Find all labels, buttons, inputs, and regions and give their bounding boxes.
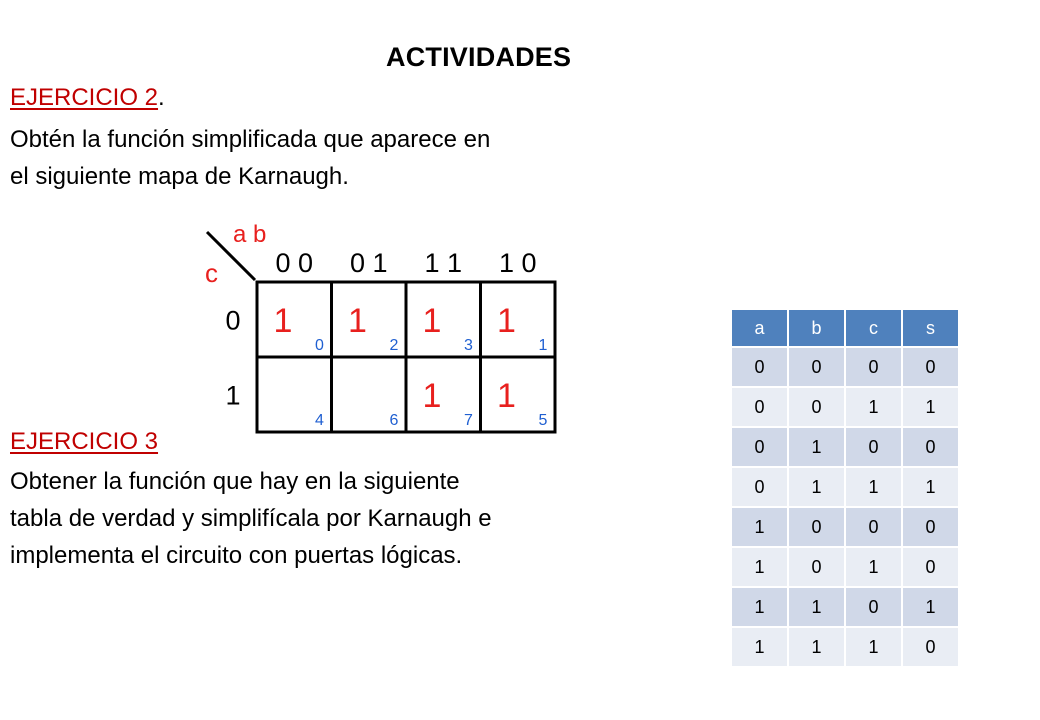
exercise2-line2: el siguiente mapa de Karnaugh.	[10, 163, 349, 190]
kmap-cell-index: 3	[464, 337, 473, 354]
truth-table-cell: 0	[902, 427, 959, 467]
truth-table-cell: 0	[788, 387, 845, 427]
truth-table-header-cell: s	[902, 309, 959, 347]
truth-table-cell: 0	[731, 347, 788, 387]
exercise2-text	[10, 121, 490, 195]
exercise2-line1: Obtén la función simplificada que aparece en	[10, 126, 491, 153]
kmap-cell-index: 4	[315, 412, 324, 429]
truth-table-cell: 1	[902, 387, 959, 427]
exercise3-line3: implementa el circuito con puertas lógicas.	[10, 542, 463, 569]
truth-table-row	[731, 427, 959, 467]
truth-table-cell: 1	[902, 587, 959, 627]
truth-table-cell: 1	[731, 507, 788, 547]
kmap-cell-value: 1	[348, 302, 367, 340]
kmap-cell-index: 7	[464, 412, 473, 429]
truth-table-cell: 1	[731, 587, 788, 627]
truth-table-cell: 1	[788, 587, 845, 627]
kmap-cell-index: 2	[389, 337, 399, 354]
truth-table-cell: 0	[845, 427, 902, 467]
truth-table-cell: 0	[788, 547, 845, 587]
truth-table-cell: 1	[902, 467, 959, 507]
kmap-cell-index: 1	[538, 337, 548, 354]
exercise3-heading: EJERCICIO 3	[10, 428, 159, 455]
truth-table-header-row	[731, 309, 959, 347]
truth-table-row	[731, 627, 959, 667]
kmap-cell-value: 1	[422, 302, 442, 340]
truth-table-cell: 0	[731, 467, 788, 507]
truth-table-cell: 1	[731, 627, 788, 667]
truth-table-cell: 1	[788, 467, 845, 507]
kmap-row-header: 0	[225, 305, 241, 336]
truth-table-cell: 0	[902, 627, 959, 667]
exercise2-heading-suffix: .	[158, 84, 165, 111]
truth-table-body	[731, 347, 959, 667]
truth-table-row	[731, 387, 959, 427]
kmap-cell-index: 5	[538, 412, 548, 429]
truth-table-cell: 1	[845, 387, 902, 427]
kmap-cell-index: 6	[389, 412, 399, 429]
truth-table-row	[731, 507, 959, 547]
kmap-col-header: 0 1	[349, 248, 388, 278]
truth-table-header-cell: a	[731, 309, 788, 347]
exercise3-line1: Obtener la función que hay en la siguiente	[10, 468, 460, 495]
truth-table-cell: 1	[845, 547, 902, 587]
truth-table-cell: 0	[731, 427, 788, 467]
kmap-cell-value: 1	[273, 302, 293, 340]
kmap-row-header: 1	[225, 380, 241, 411]
karnaugh-map	[195, 210, 565, 440]
truth-table-cell: 0	[788, 347, 845, 387]
kmap-cell-value: 1	[497, 377, 516, 415]
truth-table-header-cell: c	[845, 309, 902, 347]
truth-table-row	[731, 587, 959, 627]
truth-table-cell: 1	[845, 467, 902, 507]
truth-table-cell: 0	[845, 587, 902, 627]
truth-table-row	[731, 347, 959, 387]
kmap-row-var-label: c	[205, 258, 218, 288]
page-title: ACTIVIDADES	[386, 42, 572, 72]
kmap-col-header: 1 1	[424, 248, 463, 278]
kmap-col-header: 1 0	[498, 248, 537, 278]
truth-table-cell: 0	[902, 347, 959, 387]
exercise3-line2: tabla de verdad y simplifícala por Karnaugh e	[10, 505, 492, 532]
truth-table	[730, 308, 960, 668]
truth-table-cell: 0	[731, 387, 788, 427]
truth-table-header-cell: b	[788, 309, 845, 347]
kmap-col-var-label: a b	[233, 221, 267, 248]
kmap-cell-value: 1	[497, 302, 516, 340]
kmap-col-header: 0 0	[275, 248, 314, 278]
truth-table-row	[731, 467, 959, 507]
truth-table-cell: 0	[902, 507, 959, 547]
truth-table-cell: 0	[845, 507, 902, 547]
truth-table-cell: 1	[731, 547, 788, 587]
truth-table-cell: 0	[902, 547, 959, 587]
exercise2-heading-text: EJERCICIO 2	[10, 84, 159, 111]
kmap-cell-index: 0	[315, 337, 324, 354]
truth-table-cell: 1	[788, 427, 845, 467]
kmap-cell-value: 1	[422, 377, 442, 415]
truth-table-row	[731, 547, 959, 587]
exercise3-text	[10, 463, 492, 574]
truth-table-cell: 0	[788, 507, 845, 547]
truth-table-cell: 1	[845, 627, 902, 667]
truth-table-cell: 0	[845, 347, 902, 387]
exercise2-heading	[10, 84, 165, 112]
truth-table-cell: 1	[788, 627, 845, 667]
